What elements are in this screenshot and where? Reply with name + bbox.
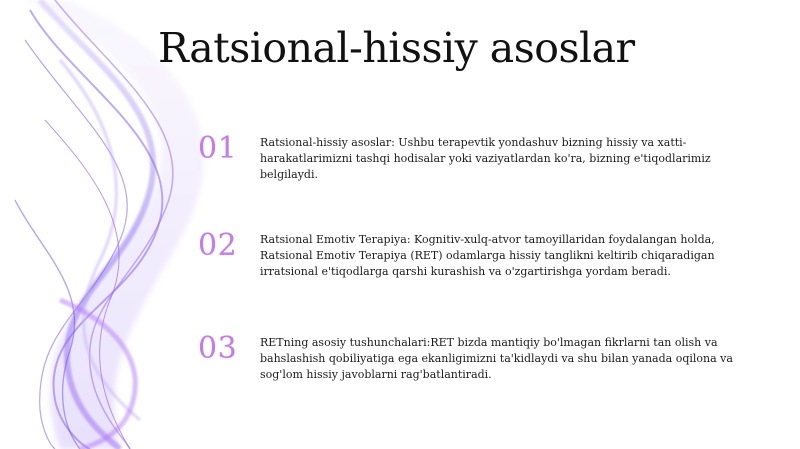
item-text: Ratsional Emotiv Terapiya: Kognitiv-xulq-atvor tamoyillaridan foydalangan holda, Ratsional Emotiv Terapiya (RET) odamlarga hissiy tanglikni keltirib chiqaradigan irratsional e'tiqodlarga qarshi kurashish va o'zgartirishga yordam beradi. — [260, 233, 715, 278]
item-number: 02 — [198, 228, 238, 263]
slide-title: Ratsional-hissiy asoslar — [158, 24, 635, 72]
item-number: 03 — [198, 331, 238, 366]
item-text: RETning asosiy tushunchalari:RET bizda mantiqiy bo'lmagan fikrlarni tan olish va bahslashish qobiliyatiga ega ekanligimizni ta'kidlaydi va shu bilan yanada oqilona va sog'lom hissiy javoblarni rag'batlantiradi. — [260, 336, 733, 381]
item-text: Ratsional-hissiy asoslar: Ushbu terapevtik yondashuv bizning hissiy va xatti-harakatlarimizni tashqi hodisalar yoki vaziyatlardan ko'ra, bizning e'tiqodlarimiz belgilaydi. — [260, 136, 711, 181]
item-number: 01 — [198, 131, 238, 166]
